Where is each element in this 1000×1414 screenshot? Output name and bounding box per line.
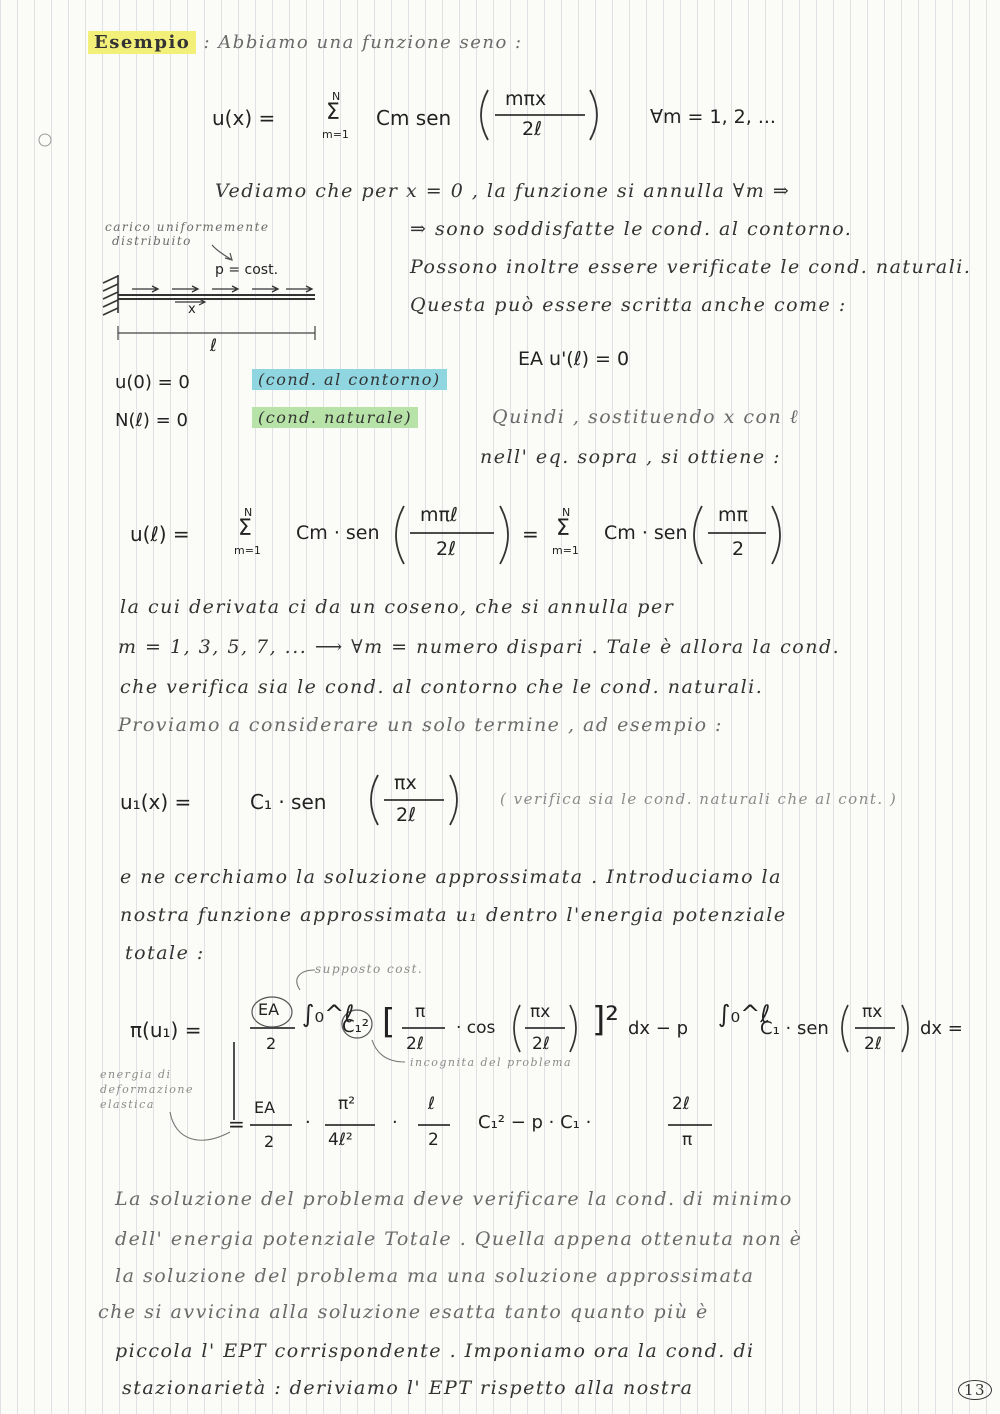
example-heading: [88, 32, 523, 53]
eq2-denominator: 2ℓ: [436, 538, 456, 560]
eq4-c1-squared: C₁²: [342, 1016, 369, 1037]
eq2-sum-top: N: [244, 506, 253, 519]
page-number: 13: [958, 1380, 992, 1400]
eq3-numerator: πx: [394, 772, 417, 794]
line-sono: ⇒ sono soddisfatte le cond. al contorno.: [410, 218, 853, 240]
eq4-annotation-energia-3: elastica: [100, 1098, 155, 1111]
eq3-note: ( verifica sia le cond. naturali che al cont. ): [500, 790, 898, 808]
eq4-line2-4l2: 4ℓ²: [328, 1130, 353, 1150]
para3-line2: dell' energia potenziale Totale . Quella appena ottenuta non è: [115, 1228, 803, 1250]
eq4-annotation-energia-2: deformazione: [100, 1083, 195, 1096]
para1-line1: la cui derivata ci da un coseno, che si annulla per: [120, 596, 675, 618]
eq2-term: Cm · sen: [296, 522, 380, 544]
eq4-cos: · cos: [456, 1018, 496, 1038]
eq4-two: 2: [266, 1034, 277, 1053]
eq4-line2-two: 2: [264, 1132, 275, 1151]
eq4-line2-2l: 2ℓ: [672, 1094, 690, 1114]
para1-line3: che verifica sia le cond. al contorno che le cond. naturali.: [120, 676, 764, 698]
line-nelleq: nell' eq. sopra , si ottiene :: [480, 446, 782, 468]
bc1-note-text: (cond. al contorno): [252, 369, 447, 390]
eq4-lhs: π(u₁) =: [130, 1018, 202, 1042]
para3-line3: la soluzione del problema ma una soluzione approssimata: [115, 1265, 755, 1287]
eq4-line2-pi: π: [682, 1130, 693, 1150]
eq2-equals: =: [522, 522, 539, 546]
load-arrows: [132, 286, 312, 292]
fixed-support: [103, 275, 118, 315]
bc2-note-text: (cond. naturale): [252, 407, 418, 428]
bar-element: [118, 295, 315, 299]
para3-line1: La soluzione del problema deve verificare la cond. di minimo: [115, 1188, 793, 1210]
eq4-c1-sen: C₁ · sen: [760, 1018, 829, 1039]
eq3-denominator: 2ℓ: [396, 804, 416, 826]
bc1-note: [252, 370, 447, 389]
para3-line4: che si avvicina alla soluzione esatta tanto quanto più è: [98, 1301, 709, 1323]
eq1-sum-bottom: m=1: [322, 128, 349, 141]
eq1-sum-top: N: [332, 90, 341, 103]
eq4-annotation-energia-1: energia di: [100, 1068, 172, 1081]
para2-line1: e ne cerchiamo la soluzione approssimata . Introduciamo la: [120, 866, 782, 888]
eq1-forall: ∀m = 1, 2, ...: [650, 106, 776, 128]
diagram-length-label: ℓ: [210, 336, 218, 356]
eq4-integral2: ∫₀^ℓ: [718, 1000, 771, 1028]
eq4-pi: π: [415, 1002, 426, 1022]
para1-line4: Proviamo a considerare un solo termine , ad esempio :: [118, 714, 723, 736]
page-number-wrap: [958, 1378, 992, 1400]
eq4-line2-middle: C₁² − p · C₁ ·: [478, 1112, 592, 1133]
bc2-equation: N(ℓ) = 0: [115, 410, 188, 431]
eq-ea: EA u'(ℓ) = 0: [518, 348, 630, 370]
eq2-term2: Cm · sen: [604, 522, 688, 544]
eq4-pix: πx: [530, 1002, 551, 1022]
line-vediamo: Vediamo che per x = 0 , la funzione si annulla ∀m ⇒: [215, 180, 791, 202]
diagram-load-label: p = cost.: [215, 262, 279, 278]
eq2-sum2-bottom: m=1: [552, 544, 579, 557]
eq2-lhs: u(ℓ) =: [130, 522, 190, 546]
label-pointer-arrow: [212, 245, 232, 260]
eq2-numerator: mπℓ: [420, 504, 458, 526]
eq4-dx-p: dx − p: [628, 1018, 689, 1039]
eq3-lhs: u₁(x) =: [120, 790, 192, 814]
eq4-line2-ea: EA: [254, 1098, 276, 1117]
line-quindi: Quindi , sostituendo x con ℓ: [492, 406, 800, 428]
eq1-term: Cm sen: [376, 106, 452, 130]
eq4-2l-c: 2ℓ: [864, 1034, 882, 1054]
bc2-note: [252, 408, 418, 427]
eq4-2l: 2ℓ: [406, 1034, 424, 1054]
eq4-pix-b: πx: [862, 1002, 883, 1022]
para1-line2: m = 1, 3, 5, 7, ... ⟶ ∀m = numero dispari . Tale è allora la cond.: [118, 636, 841, 658]
eq1-denominator: 2ℓ: [522, 118, 542, 140]
eq2-sum2-top: N: [562, 506, 571, 519]
line-possono: Possono inoltre essere verificate le cond. naturali.: [410, 256, 972, 278]
line-questa: Questa può essere scritta anche come :: [410, 294, 847, 316]
eq4-2l-b: 2ℓ: [532, 1034, 550, 1054]
para3-line5: piccola l' EPT corrispondente . Imponiamo ora la cond. di: [115, 1340, 755, 1362]
eq1-numerator: mπx: [505, 88, 547, 110]
diagram-label-distribuito: distribuito: [112, 234, 192, 248]
para2-line2: nostra funzione approssimata u₁ dentro l'energia potenziale: [120, 904, 787, 926]
eq4-ea: EA: [258, 1000, 280, 1019]
eq4-bracket-left: [: [382, 1002, 396, 1042]
eq2-denominator2: 2: [732, 538, 745, 560]
eq2-numerator2: mπ: [718, 504, 748, 526]
example-title: Esempio: [88, 31, 196, 54]
eq4-line2-dot1: ·: [305, 1112, 311, 1133]
eq4-annotation-supposto: supposto cost.: [315, 962, 424, 976]
eq4-bracket-right: ]²: [592, 1000, 619, 1040]
intro-text: : Abbiamo una funzione seno :: [203, 32, 523, 53]
eq2-sum-symbol: Σ: [238, 516, 252, 541]
eq4-line2-pi-squared: π²: [338, 1094, 356, 1114]
diagram-label-carico: carico uniformemente: [105, 220, 270, 234]
eq4-line2-equals: =: [228, 1112, 245, 1136]
eq4-line2-dot2: ·: [392, 1112, 398, 1133]
binder-mark: [39, 134, 51, 146]
eq4-annotation-incognita: incognita del problema: [410, 1056, 573, 1069]
eq4-dx-equals: dx =: [920, 1018, 963, 1039]
eq4-line2-two2: 2: [428, 1130, 439, 1150]
para2-line3: totale :: [125, 942, 205, 964]
bc1-equation: u(0) = 0: [115, 372, 190, 393]
eq4-integral1: ∫₀^ℓ: [302, 1000, 355, 1028]
eq2-sum-bottom: m=1: [234, 544, 261, 557]
eq3-term: C₁ · sen: [250, 790, 327, 814]
para3-line6: stazionarietà : deriviamo l' EPT rispetto alla nostra: [122, 1377, 694, 1399]
eq1-sum-symbol: Σ: [326, 100, 340, 125]
eq2-sum2-symbol: Σ: [556, 516, 570, 541]
eq1-lhs: u(x) =: [212, 106, 276, 130]
eq4-line2-l: ℓ: [428, 1094, 436, 1114]
diagram-x-label: x: [188, 302, 196, 317]
